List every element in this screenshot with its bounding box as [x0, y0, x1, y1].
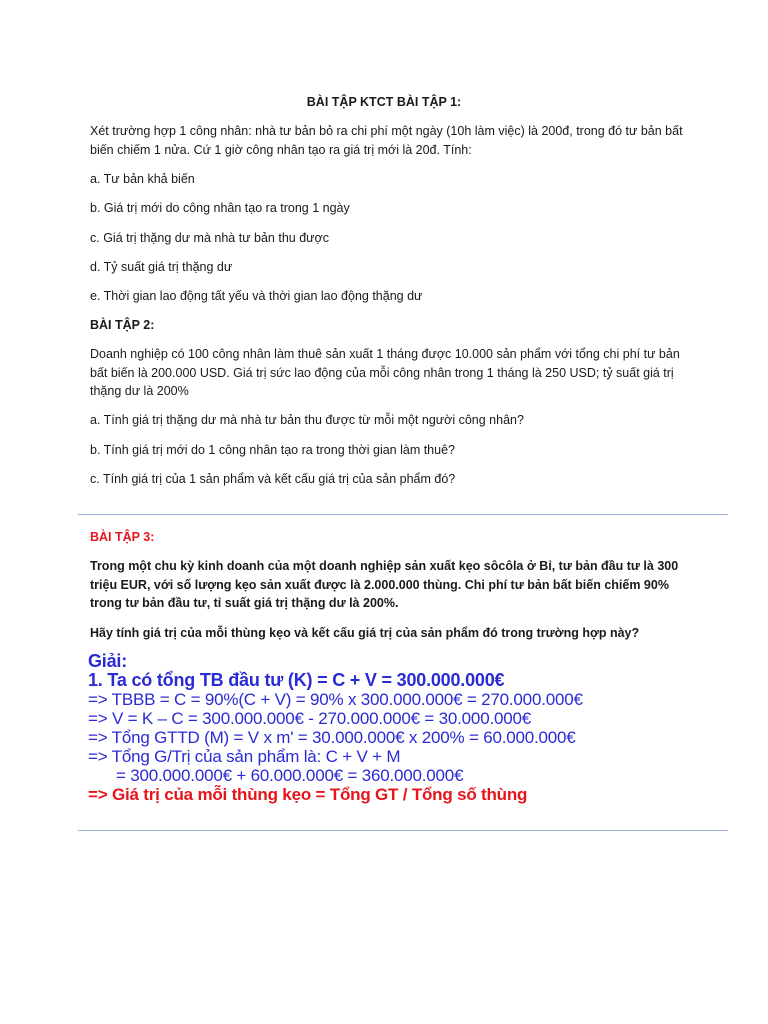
bai-tap-2-item-a: a. Tính giá trị thặng dư mà nhà tư bản thu được từ mỗi một người công nhân? [90, 413, 524, 427]
solution-line-cut: => Giá trị của mỗi thùng kẹo = Tổng GT / Tổng số thùng [88, 785, 528, 804]
bai-tap-3-heading: BÀI TẬP 3: [90, 530, 155, 544]
bai-tap-1-item-e: e. Thời gian lao động tất yếu và thời gian lao động thặng dư [90, 289, 423, 303]
bai-tap-1-item-d: d. Tỷ suất giá trị thặng dư [90, 260, 233, 274]
bai-tap-3-intro: Trong một chu kỳ kinh doanh của một doanh nghiệp sản xuất kẹo sôcôla ở Bỉ, tư bản đầu tư là 300 triệu EUR, với số lượng kẹo sản xuất được là 2.000.000 thùng. Chi phí tư bản bất biến chiếm 90% trong tư bản đầu tư, tỉ suất giá trị thặng dư là 200%. [90, 559, 679, 610]
solution-line: Giải: [88, 651, 128, 671]
solution-line: => Tổng GTTD (M) = V x m' = 30.000.000€ x 200% = 60.000.000€ [88, 728, 576, 747]
bai-tap-2-intro: Doanh nghiệp có 100 công nhân làm thuê sản xuất 1 tháng được 10.000 sản phẩm với tổng chi phí tư bản bất biến là 200.000 USD. Giá trị sức lao động của mỗi công nhân trong 1 tháng là 250 USD; tỷ suất giá trị thặng dư là 200% [90, 347, 680, 398]
bai-tap-2-item-b: b. Tính giá trị mới do 1 công nhân tạo ra trong thời gian làm thuê? [90, 443, 455, 457]
bai-tap-1-title: BÀI TẬP KTCT BÀI TẬP 1: [306, 95, 462, 109]
bai-tap-1-item-c: c. Giá trị thặng dư mà nhà tư bản thu được [90, 231, 329, 245]
section-divider [78, 514, 728, 515]
bai-tap-1-intro: Xét trường hợp 1 công nhân: nhà tư bản bỏ ra chi phí một ngày (10h làm việc) là 200đ, trong đó tư bản bất biến chiếm 1 nửa. Cứ 1 giờ công nhân tạo ra giá trị mới là 20đ. Tính: [90, 124, 683, 157]
section-divider [78, 830, 728, 831]
bai-tap-1-item-a: a. Tư bản khả biến [90, 172, 195, 186]
solution-line: = 300.000.000€ + 60.000.000€ = 360.000.000€ [116, 766, 464, 785]
solution-line: => TBBB = C = 90%(C + V) = 90% x 300.000.000€ = 270.000.000€ [88, 690, 583, 709]
solution-line: 1. Ta có tổng TB đầu tư (K) = C + V = 300.000.000€ [88, 670, 505, 690]
solution-image [88, 651, 648, 804]
solution-line: => V = K – C = 300.000.000€ - 270.000.000€ = 30.000.000€ [88, 709, 531, 728]
bai-tap-2-heading: BÀI TẬP 2: [90, 318, 155, 332]
bai-tap-2-item-c: c. Tính giá trị của 1 sản phẩm và kết cấu giá trị của sản phẩm đó? [90, 472, 456, 486]
bai-tap-1-item-b: b. Giá trị mới do công nhân tạo ra trong 1 ngày [90, 201, 350, 215]
bai-tap-3-question: Hãy tính giá trị của mỗi thùng kẹo và kết cấu giá trị của sản phẩm đó trong trường hợp này? [90, 626, 640, 640]
solution-line: => Tổng G/Trị của sản phẩm là: C + V + M [88, 747, 401, 766]
